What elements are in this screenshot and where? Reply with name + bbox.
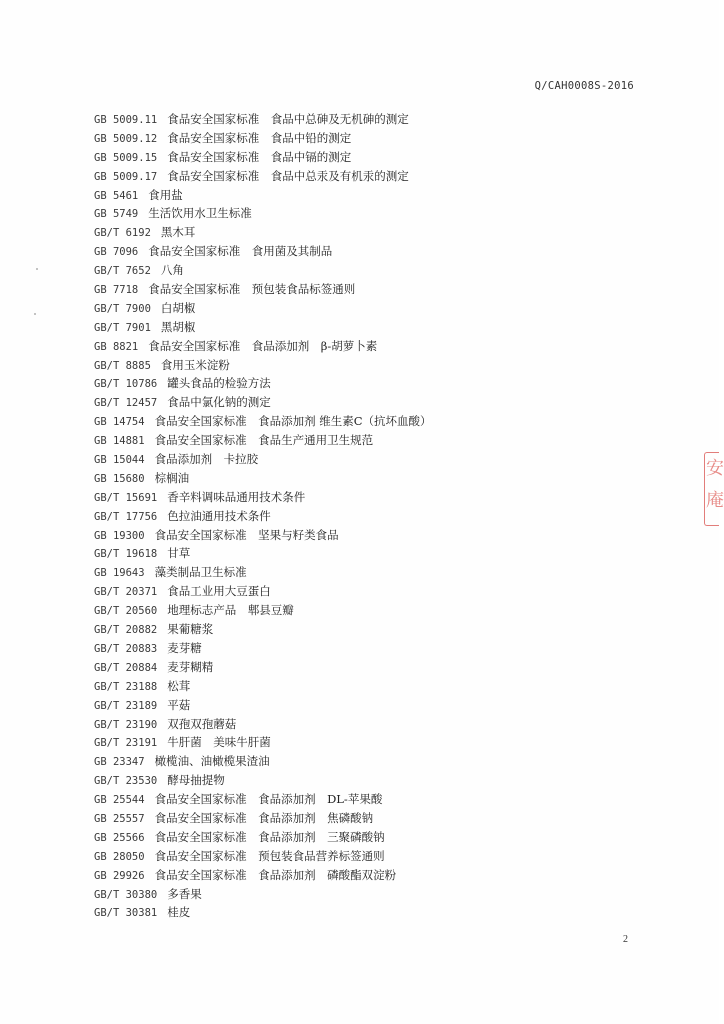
standard-entry <box>94 280 432 299</box>
standard-entry <box>94 847 432 866</box>
standard-title: 食品安全国家标准 食品添加剂 焦磷酸钠 <box>154 810 374 825</box>
standard-code: GB/T 20883 <box>94 642 158 655</box>
standard-title: 桂皮 <box>167 905 191 920</box>
standard-entry <box>94 828 432 847</box>
standard-code: GB/T 19618 <box>94 548 158 561</box>
standard-entry <box>94 167 432 186</box>
standard-entry <box>94 771 432 790</box>
standard-title: 平菇 <box>167 697 191 712</box>
standard-code: GB/T 20560 <box>94 605 158 618</box>
standard-title: 麦芽糖 <box>167 640 202 655</box>
standard-title: 生活饮用水卫生标准 <box>148 206 252 221</box>
standard-title: 食品安全国家标准 食品添加剂 磷酸酯双淀粉 <box>154 867 397 882</box>
standard-entry <box>94 715 432 734</box>
standard-entry <box>94 885 432 904</box>
standard-code: GB/T 6192 <box>94 227 151 240</box>
standard-title: 棕榈油 <box>154 470 190 485</box>
standard-title: 食品安全国家标准 预包装食品营养标签通则 <box>154 848 385 863</box>
standard-entry <box>94 790 432 809</box>
standard-title: 食品安全国家标准 食品中铅的测定 <box>167 130 352 145</box>
standard-code: GB 5009.15 <box>94 151 158 164</box>
standard-code: GB/T 23191 <box>94 737 158 750</box>
standard-title: 罐头食品的检验方法 <box>167 376 271 391</box>
standard-code: GB/T 23189 <box>94 699 158 712</box>
standard-title: 食品工业用大豆蛋白 <box>167 584 271 599</box>
standard-title: 食品安全国家标准 坚果与籽类食品 <box>154 527 339 542</box>
document-code: Q/CAH0008S-2016 <box>534 80 634 92</box>
standard-code: GB 29926 <box>94 869 145 882</box>
standard-code: GB 5009.12 <box>94 132 158 145</box>
standard-title: 食用玉米淀粉 <box>160 357 230 372</box>
standard-entry <box>94 374 432 393</box>
standard-title: 食品安全国家标准 食品添加剂 维生素C（抗坏血酸） <box>154 414 432 429</box>
standard-title: 黑胡椒 <box>160 319 196 334</box>
standard-code: GB 15680 <box>94 472 145 485</box>
standard-title: 果葡糖浆 <box>167 622 214 637</box>
standard-entry <box>94 129 432 148</box>
standard-entry <box>94 261 432 280</box>
standard-code: GB/T 7901 <box>94 321 151 334</box>
standard-entry <box>94 393 432 412</box>
standard-entry <box>94 488 432 507</box>
standard-title: 食品安全国家标准 食品中总砷及无机砷的测定 <box>167 112 409 126</box>
standard-title: 甘草 <box>167 546 191 561</box>
standard-code: GB/T 17756 <box>94 510 158 523</box>
standard-entry <box>94 204 432 223</box>
standard-code: GB 14754 <box>94 416 145 429</box>
standard-title: 酵母抽提物 <box>167 773 225 788</box>
standard-entry <box>94 356 432 375</box>
standard-title: 麦芽糊精 <box>167 659 214 674</box>
standard-code: GB 28050 <box>94 850 145 863</box>
standard-code: GB/T 20882 <box>94 624 158 637</box>
standard-entry <box>94 733 432 752</box>
standard-entry <box>94 526 432 545</box>
standard-code: GB/T 12457 <box>94 397 158 410</box>
standard-code: GB 25544 <box>94 794 145 807</box>
standard-title: 食品安全国家标准 预包装食品标签通则 <box>148 282 356 297</box>
standard-code: GB/T 7652 <box>94 265 151 278</box>
standard-title: 黑木耳 <box>160 225 196 240</box>
standard-title: 松茸 <box>167 678 191 693</box>
standard-entry <box>94 318 432 337</box>
standard-code: GB 23347 <box>94 756 145 769</box>
standard-entry <box>94 186 432 205</box>
standard-entry <box>94 563 432 582</box>
standard-title: 八角 <box>160 263 184 278</box>
standard-code: GB 5749 <box>94 208 139 221</box>
standard-entry <box>94 620 432 639</box>
standard-title: 食品安全国家标准 食品添加剂 三聚磷酸钠 <box>154 829 385 844</box>
standard-code: GB 15044 <box>94 454 145 467</box>
standard-code: GB/T 20884 <box>94 661 158 674</box>
standard-title: 双孢双孢蘑菇 <box>167 716 237 731</box>
standard-entry <box>94 507 432 526</box>
standard-entry <box>94 866 432 885</box>
standard-entry <box>94 337 432 356</box>
standard-code: GB 25566 <box>94 831 145 844</box>
standard-entry <box>94 658 432 677</box>
standard-code: GB 14881 <box>94 435 145 448</box>
standard-entry <box>94 601 432 620</box>
standard-code: GB/T 23190 <box>94 718 158 731</box>
standard-title: 食品添加剂 卡拉胶 <box>154 452 259 467</box>
standard-title: 食品安全国家标准 食品添加剂 DL-苹果酸 <box>154 792 383 807</box>
scan-speck <box>36 268 38 270</box>
standard-code: GB 8821 <box>94 340 139 353</box>
standard-title: 食品安全国家标准 食品中镉的测定 <box>167 149 352 164</box>
standard-code: GB 7718 <box>94 284 139 297</box>
standard-title: 食品安全国家标准 食品添加剂 β-胡萝卜素 <box>148 338 378 353</box>
referenced-standards-list <box>94 110 432 922</box>
standard-title: 食品中氯化钠的测定 <box>167 395 271 410</box>
standard-title: 地理标志产品 郫县豆瓣 <box>167 603 294 618</box>
standard-entry <box>94 809 432 828</box>
standard-title: 食用盐 <box>148 187 183 202</box>
standard-entry <box>94 110 432 129</box>
standard-code: GB 19643 <box>94 567 145 580</box>
standard-entry <box>94 469 432 488</box>
standard-title: 橄榄油、油橄榄果渣油 <box>154 754 270 769</box>
red-seal-stamp: 安 庵 <box>704 452 719 526</box>
standard-title: 食品安全国家标准 食用菌及其制品 <box>148 244 333 259</box>
standard-code: GB 19300 <box>94 529 145 542</box>
standard-entry <box>94 223 432 242</box>
page-number: 2 <box>623 934 628 945</box>
standard-entry <box>94 677 432 696</box>
standard-code: GB/T 23188 <box>94 680 158 693</box>
standard-entry <box>94 299 432 318</box>
standard-entry <box>94 148 432 167</box>
standard-entry <box>94 696 432 715</box>
standard-code: GB/T 10786 <box>94 378 158 391</box>
standard-title: 多香果 <box>167 886 202 901</box>
standard-code: GB/T 23530 <box>94 775 158 788</box>
standard-code: GB 5461 <box>94 189 139 202</box>
scan-speck <box>34 313 36 315</box>
standard-title: 香辛料调味品通用技术条件 <box>167 489 306 504</box>
standard-code: GB/T 15691 <box>94 491 158 504</box>
standard-entry <box>94 582 432 601</box>
standard-code: GB/T 30381 <box>94 907 158 920</box>
standard-title: 食品安全国家标准 食品生产通用卫生规范 <box>154 433 374 448</box>
standard-code: GB 5009.11 <box>94 114 158 126</box>
standard-entry <box>94 412 432 431</box>
standard-entry <box>94 752 432 771</box>
standard-entry <box>94 431 432 450</box>
standard-code: GB/T 8885 <box>94 359 151 372</box>
standard-code: GB/T 30380 <box>94 888 158 901</box>
standard-code: GB 7096 <box>94 246 139 259</box>
standard-entry <box>94 544 432 563</box>
standard-code: GB 25557 <box>94 812 145 825</box>
standard-title: 牛肝菌 美味牛肝菌 <box>167 735 271 750</box>
standard-entry <box>94 903 432 922</box>
standard-title: 藻类制品卫生标准 <box>154 565 247 580</box>
standard-entry <box>94 242 432 261</box>
standard-code: GB 5009.17 <box>94 170 158 183</box>
standard-code: GB/T 7900 <box>94 302 151 315</box>
standard-title: 食品安全国家标准 食品中总汞及有机汞的测定 <box>167 168 409 183</box>
standard-entry <box>94 639 432 658</box>
standard-title: 白胡椒 <box>160 300 196 315</box>
standard-entry <box>94 450 432 469</box>
standard-title: 色拉油通用技术条件 <box>167 508 271 523</box>
standard-code: GB/T 20371 <box>94 586 158 599</box>
